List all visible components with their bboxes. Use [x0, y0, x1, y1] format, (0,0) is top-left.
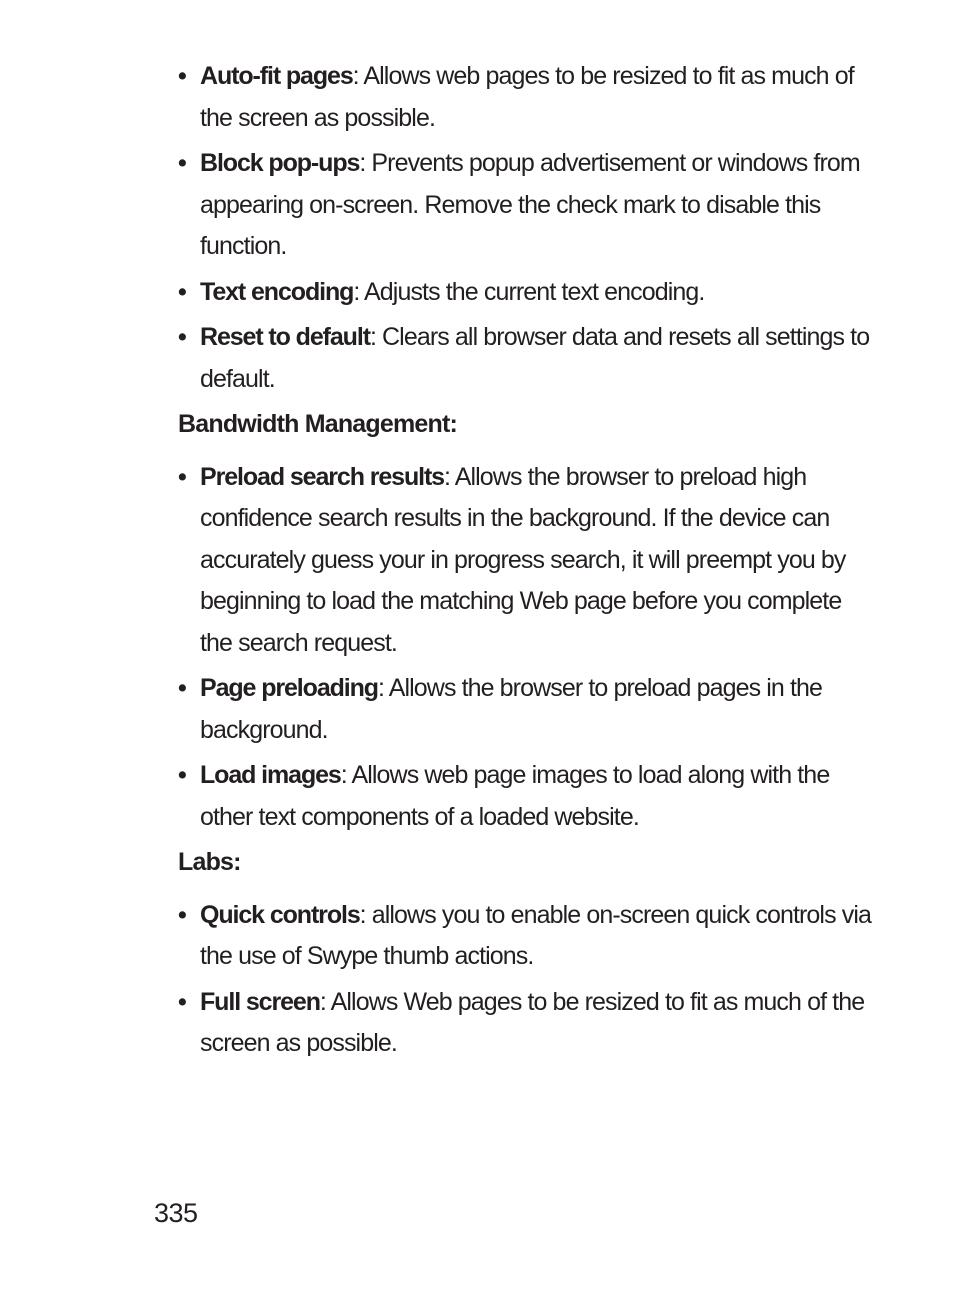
bullet: • — [178, 149, 186, 177]
list-item-load-images — [178, 755, 878, 838]
document-body — [178, 56, 878, 1069]
bandwidth-list — [178, 457, 878, 839]
list-item-preload-search-results — [178, 457, 878, 665]
item-term: Block pop-ups — [200, 149, 360, 177]
item-description: : Prevents popup advertisement or windows from appearing on-screen. Remove the check mark to disable this function. — [200, 149, 860, 260]
item-description: : Allows web pages to be resized to fit as much of the screen as possible. — [200, 62, 854, 132]
section-heading: Bandwidth Management: — [178, 410, 458, 438]
bullet: • — [178, 900, 186, 929]
bullet: • — [178, 62, 186, 90]
bullet: • — [178, 674, 186, 702]
list-item-full-screen — [178, 982, 878, 1065]
item-term: Auto-fit pages — [200, 62, 353, 90]
item-description: : Allows Web pages to be resized to fit as much of the screen as possible. — [200, 987, 865, 1057]
section-browser-settings — [178, 56, 878, 400]
item-description: : Allows web page images to load along with the other text components of a loaded website. — [200, 761, 830, 831]
labs-list — [178, 895, 878, 1065]
bullet: • — [178, 987, 186, 1016]
list-item-auto-fit-pages — [178, 56, 878, 139]
item-term: Quick controls — [200, 900, 360, 929]
item-description: : Allows the browser to preload high confidence search results in the background. If the device can accurately guess your in progress search, it will preempt you by beginning to load the matching Web page before you complete the search request. — [200, 462, 846, 657]
bullet: • — [178, 761, 186, 789]
item-term: Text encoding — [200, 277, 354, 306]
list-item-text-encoding — [178, 272, 878, 314]
bullet: • — [178, 277, 186, 306]
item-term: Reset to default — [200, 323, 370, 351]
item-description: : allows you to enable on-screen quick controls via the use of Swype thumb actions. — [200, 900, 871, 970]
list-item-quick-controls — [178, 895, 878, 978]
section-bandwidth-management — [178, 404, 878, 838]
item-term: Preload search results — [200, 462, 444, 491]
bullet: • — [178, 323, 186, 351]
list-item-block-pop-ups — [178, 143, 878, 268]
section-labs — [178, 842, 878, 1065]
list-item-page-preloading — [178, 668, 878, 751]
item-term: Page preloading — [200, 674, 378, 702]
bullet: • — [178, 462, 186, 491]
list-item-reset-to-default — [178, 317, 878, 400]
item-term: Load images — [200, 761, 341, 789]
item-description: : Clears all browser data and resets all settings to default. — [200, 323, 870, 393]
section-heading: Labs: — [178, 848, 241, 876]
settings-list — [178, 56, 878, 400]
item-description: : Allows the browser to preload pages in the background. — [200, 674, 823, 744]
item-term: Full screen — [200, 987, 320, 1016]
page-number: 335 — [154, 1198, 198, 1228]
item-description: : Adjusts the current text encoding. — [353, 277, 705, 306]
